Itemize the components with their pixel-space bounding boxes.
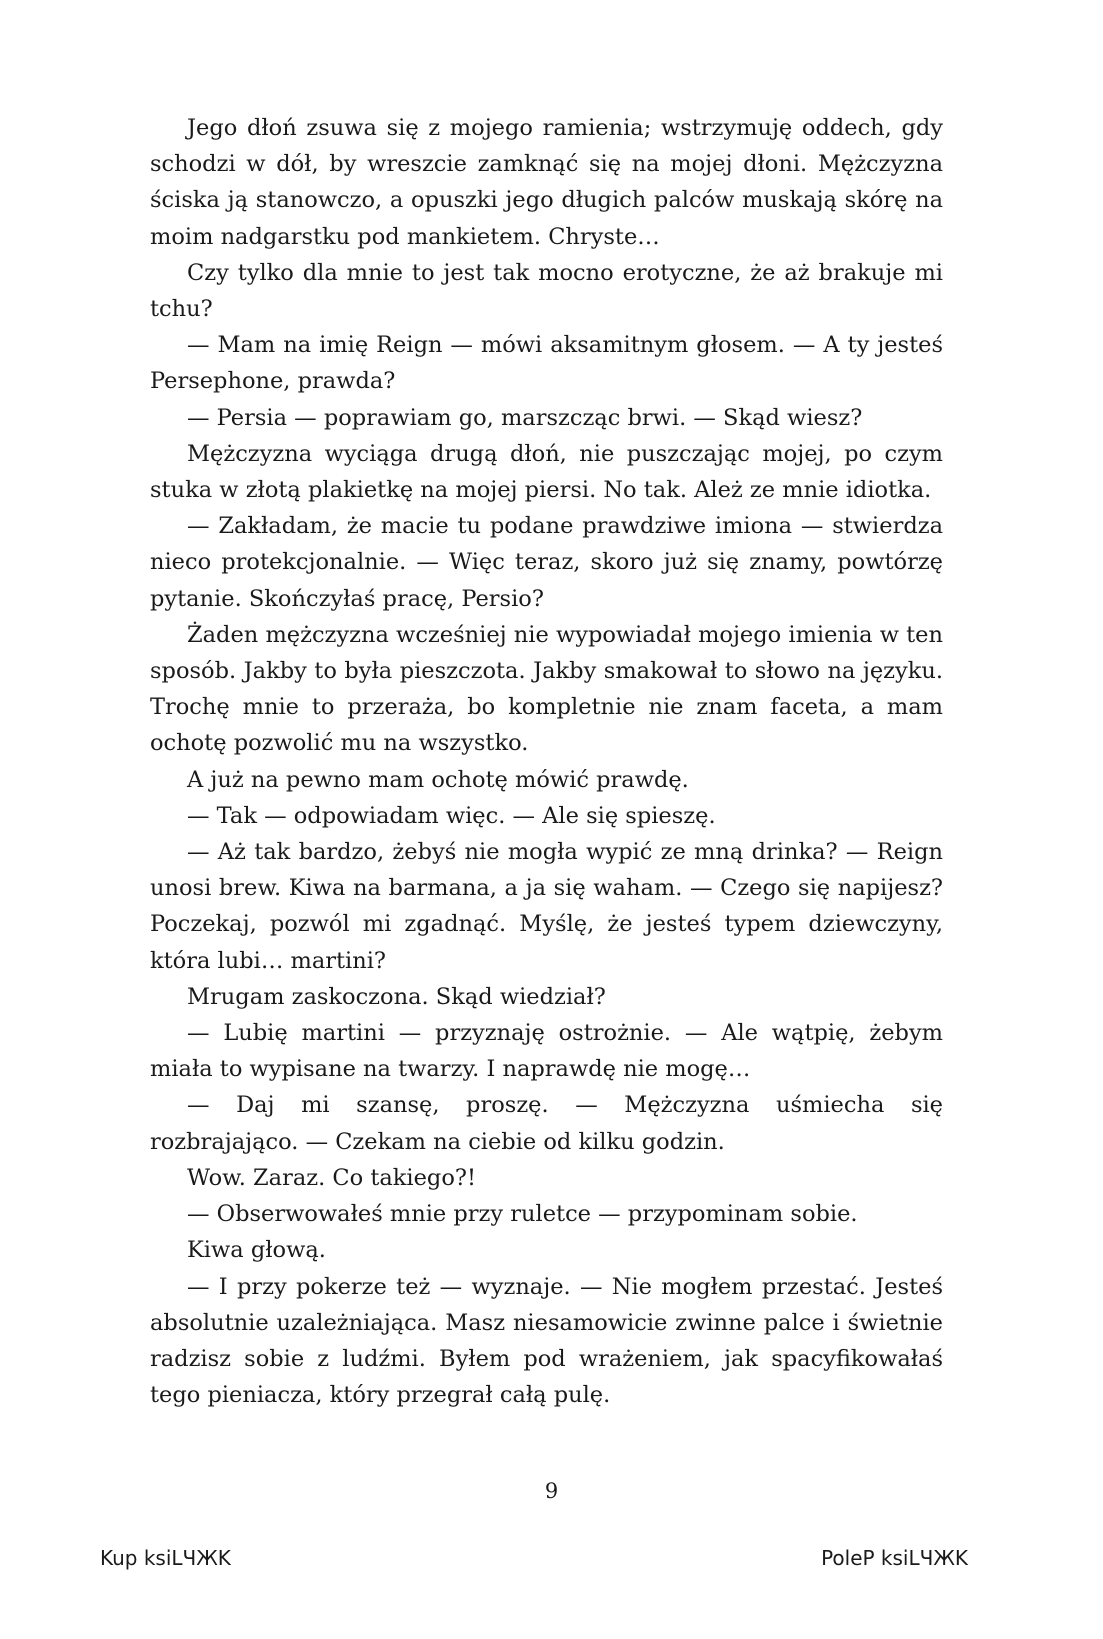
buy-book-link[interactable]: Kup ksiLЧЖK [100, 1546, 231, 1570]
paragraph: — Lubię martini — przyznaję ostrożnie. — Ale wątpię, żebym miała to wypisane na twarzy. I naprawdę nie mogę… [150, 1020, 943, 1083]
paragraph: — Aż tak bardzo, żebyś nie mogła wypić ze mną drinka? — Reign unosi brew. Kiwa na barmana, a ja się waham. — Czego się napijesz? Poczekaj, pozwól mi zgadnąć. Myślę, że jesteś typem dziewczyny, która lubi… martini? [150, 839, 943, 974]
paragraph: A już na pewno mam ochotę mówić prawdę. [187, 766, 689, 793]
paragraph: — Mam na imię Reign — mówi aksamitnym głosem. — A ty jesteś Persephone, prawda? [150, 332, 943, 395]
paragraph: — I przy pokerze też — wyznaje. — Nie mogłem przestać. Jesteś absolutnie uzależniająca. Masz niesamowicie zwinne palce i świetnie radzisz sobie z ludźmi. Byłem pod wrażeniem, jak spacyfikowałaś tego pieniacza, który przegrał całą pulę. [150, 1273, 943, 1409]
paragraph: Mrugam zaskoczona. Skąd wiedział? [187, 983, 606, 1010]
page-number: 9 [544, 1479, 559, 1503]
paragraph: — Persia — poprawiam go, marszcząc brwi. — Skąd wiesz? [187, 404, 863, 431]
page-body-text [150, 110, 943, 1413]
paragraph: — Zakładam, że macie tu podane prawdziwe imiona — stwierdza nieco protekcjonalnie. — Więc teraz, skoro już się znamy, powtórzę pytanie. Skończyłaś pracę, Persio? [150, 513, 943, 612]
recommend-book-link[interactable]: PoleP ksiLЧЖK [821, 1546, 968, 1570]
paragraph: Wow. Zaraz. Co takiego?! [187, 1164, 476, 1191]
paragraph: Żaden mężczyzna wcześniej nie wypowiadał mojego imienia w ten sposób. Jakby to była pieszczota. Jakby smakował to słowo na języku. Trochę mnie to przeraża, bo kompletnie nie znam faceta, a mam ochotę pozwolić mu na wszystko. [150, 621, 943, 757]
paragraph: — Tak — odpowiadam więc. — Ale się spieszę. [187, 802, 716, 829]
paragraph: Kiwa głową. [187, 1237, 326, 1264]
paragraph: Mężczyzna wyciąga drugą dłoń, nie puszczając mojej, po czym stuka w złotą plakietkę na mojej piersi. No tak. Ależ ze mnie idiotka. [150, 440, 943, 504]
paragraph: Czy tylko dla mnie to jest tak mocno erotyczne, że aż brakuje mi tchu? [150, 259, 943, 323]
paragraph: Jego dłoń zsuwa się z mojego ramienia; wstrzymuję oddech, gdy schodzi w dół, by wreszcie zamknąć się na mojej dłoni. Mężczyzna ściska ją stanowczo, a opuszki jego długich palców muskają skórę na moim nadgarstku pod mankietem. Chryste… [150, 115, 943, 250]
paragraph: — Obserwowałeś mnie przy ruletce — przypominam sobie. [187, 1201, 858, 1228]
paragraph: — Daj mi szansę, proszę. — Mężczyzna uśmiecha się rozbrajająco. — Czekam na ciebie od kilku godzin. [150, 1092, 943, 1155]
